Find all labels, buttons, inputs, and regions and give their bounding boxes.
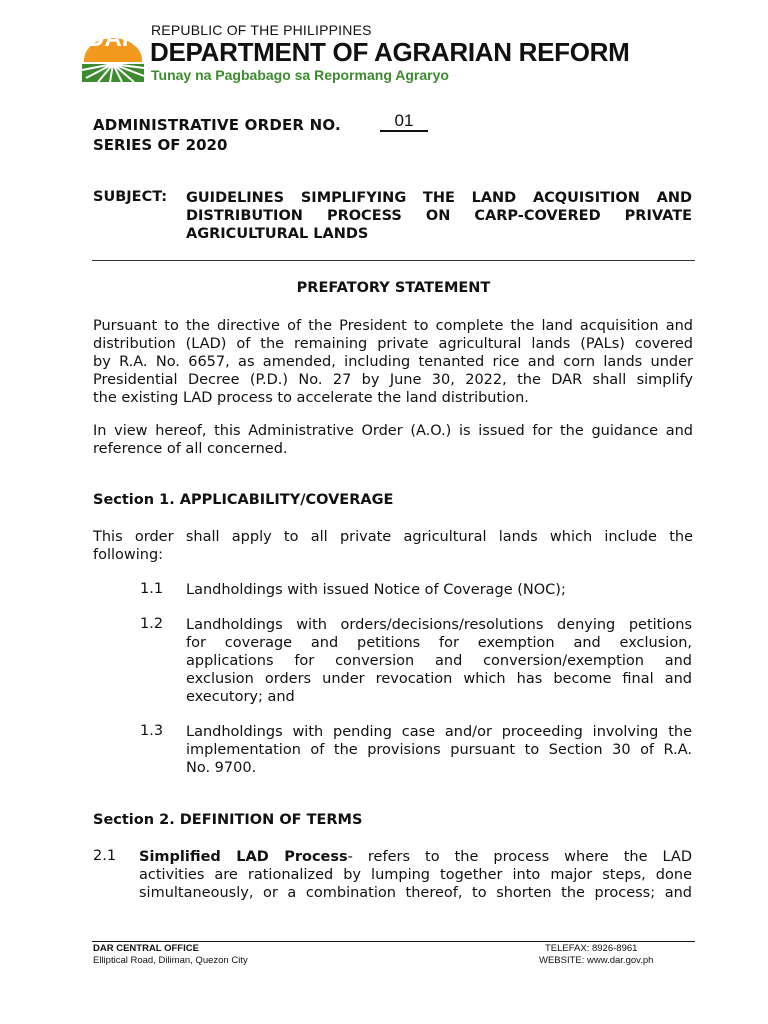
text-line: Pursuant to the directive of the President to complete the land acquisition and [93,318,693,334]
item-number: 1.1 [140,581,164,597]
order-number: 01 [380,111,428,132]
text-line: exclusion orders under revocation which has become final and [186,671,692,687]
prefatory-heading: PREFATORY STATEMENT [296,280,491,296]
text-line: distribution (LAD) of the remaining private agricultural lands (PALs) covered [93,336,693,352]
section-1-heading: Section 1. APPLICABILITY/COVERAGE [93,492,394,508]
order-label: ADMINISTRATIVE ORDER NO. [93,116,341,134]
svg-text:DAR: DAR [87,25,139,52]
item-number: 1.3 [140,723,164,739]
text-line: implementation of the provisions pursuant to Section 30 of R.A. [186,742,692,758]
order-series: SERIES OF 2020 [93,136,228,154]
subject-label: SUBJECT: [93,189,168,205]
department-title: DEPARTMENT OF AGRARIAN REFORM [150,37,630,67]
subject-line: AGRICULTURAL LANDS [186,226,369,242]
definition-item [139,848,692,902]
dar-logo [80,20,146,84]
item-number: 2.1 [93,848,117,864]
section-1-intro [93,528,693,564]
text-line: Presidential Decree (P.D.) No. 27 by June 30, 2022, the DAR shall simplify [93,372,693,388]
list-item [186,616,692,706]
text-line: No. 9700. [186,760,257,776]
text-line: for coverage and petitions for exemption and exclusion, [186,635,692,651]
text-line: the existing LAD process to accelerate the land distribution. [93,390,529,406]
footer-address: Elliptical Road, Diliman, Quezon City [93,955,248,966]
text-line [139,848,692,866]
item-number: 1.2 [140,616,164,632]
text-line: following: [93,547,164,563]
subject-line: GUIDELINES SIMPLIFYING THE LAND ACQUISITION AND [186,190,692,206]
text-line: reference of all concerned. [93,441,288,457]
prefatory-paragraph-1 [93,317,693,407]
section-2-heading: Section 2. DEFINITION OF TERMS [93,812,363,828]
text-line: activities are rationalized by lumping together into major steps, done [139,867,692,883]
republic-label: REPUBLIC OF THE PHILIPPINES [151,22,372,38]
text-line: by R.A. No. 6657, as amended, including tenanted rice and corn lands under [93,354,693,370]
subject-line: DISTRIBUTION PROCESS ON CARP-COVERED PRIVATE [186,208,692,224]
defined-term: Simplified LAD Process [139,849,348,865]
text-line: Landholdings with pending case and/or proceeding involving the [186,724,692,740]
footer-website: WEBSITE: www.dar.gov.ph [539,955,654,966]
prefatory-paragraph-2 [93,422,693,458]
footer-office: DAR CENTRAL OFFICE [93,943,199,954]
footer-divider [92,941,695,942]
text-line: Landholdings with orders/decisions/resolutions denying petitions [186,617,692,633]
text-line: This order shall apply to all private agricultural lands which include the [93,529,693,545]
department-tagline: Tunay na Pagbabago sa Repormang Agraryo [151,67,449,83]
list-item [186,723,692,777]
text-line: In view hereof, this Administrative Order (A.O.) is issued for the guidance and [93,423,693,439]
definition-text: - refers to the process where the LAD [347,849,693,865]
divider [92,260,695,261]
text-line: simultaneously, or a combination thereof, to shorten the process; and [139,885,692,901]
footer-telefax: TELEFAX: 8926-8961 [545,943,638,954]
text-line: Landholdings with issued Notice of Coverage (NOC); [186,582,566,598]
text-line: executory; and [186,689,295,705]
subject-text [186,189,692,243]
text-line: applications for conversion and conversion/exemption and [186,653,692,669]
list-item [186,581,692,599]
